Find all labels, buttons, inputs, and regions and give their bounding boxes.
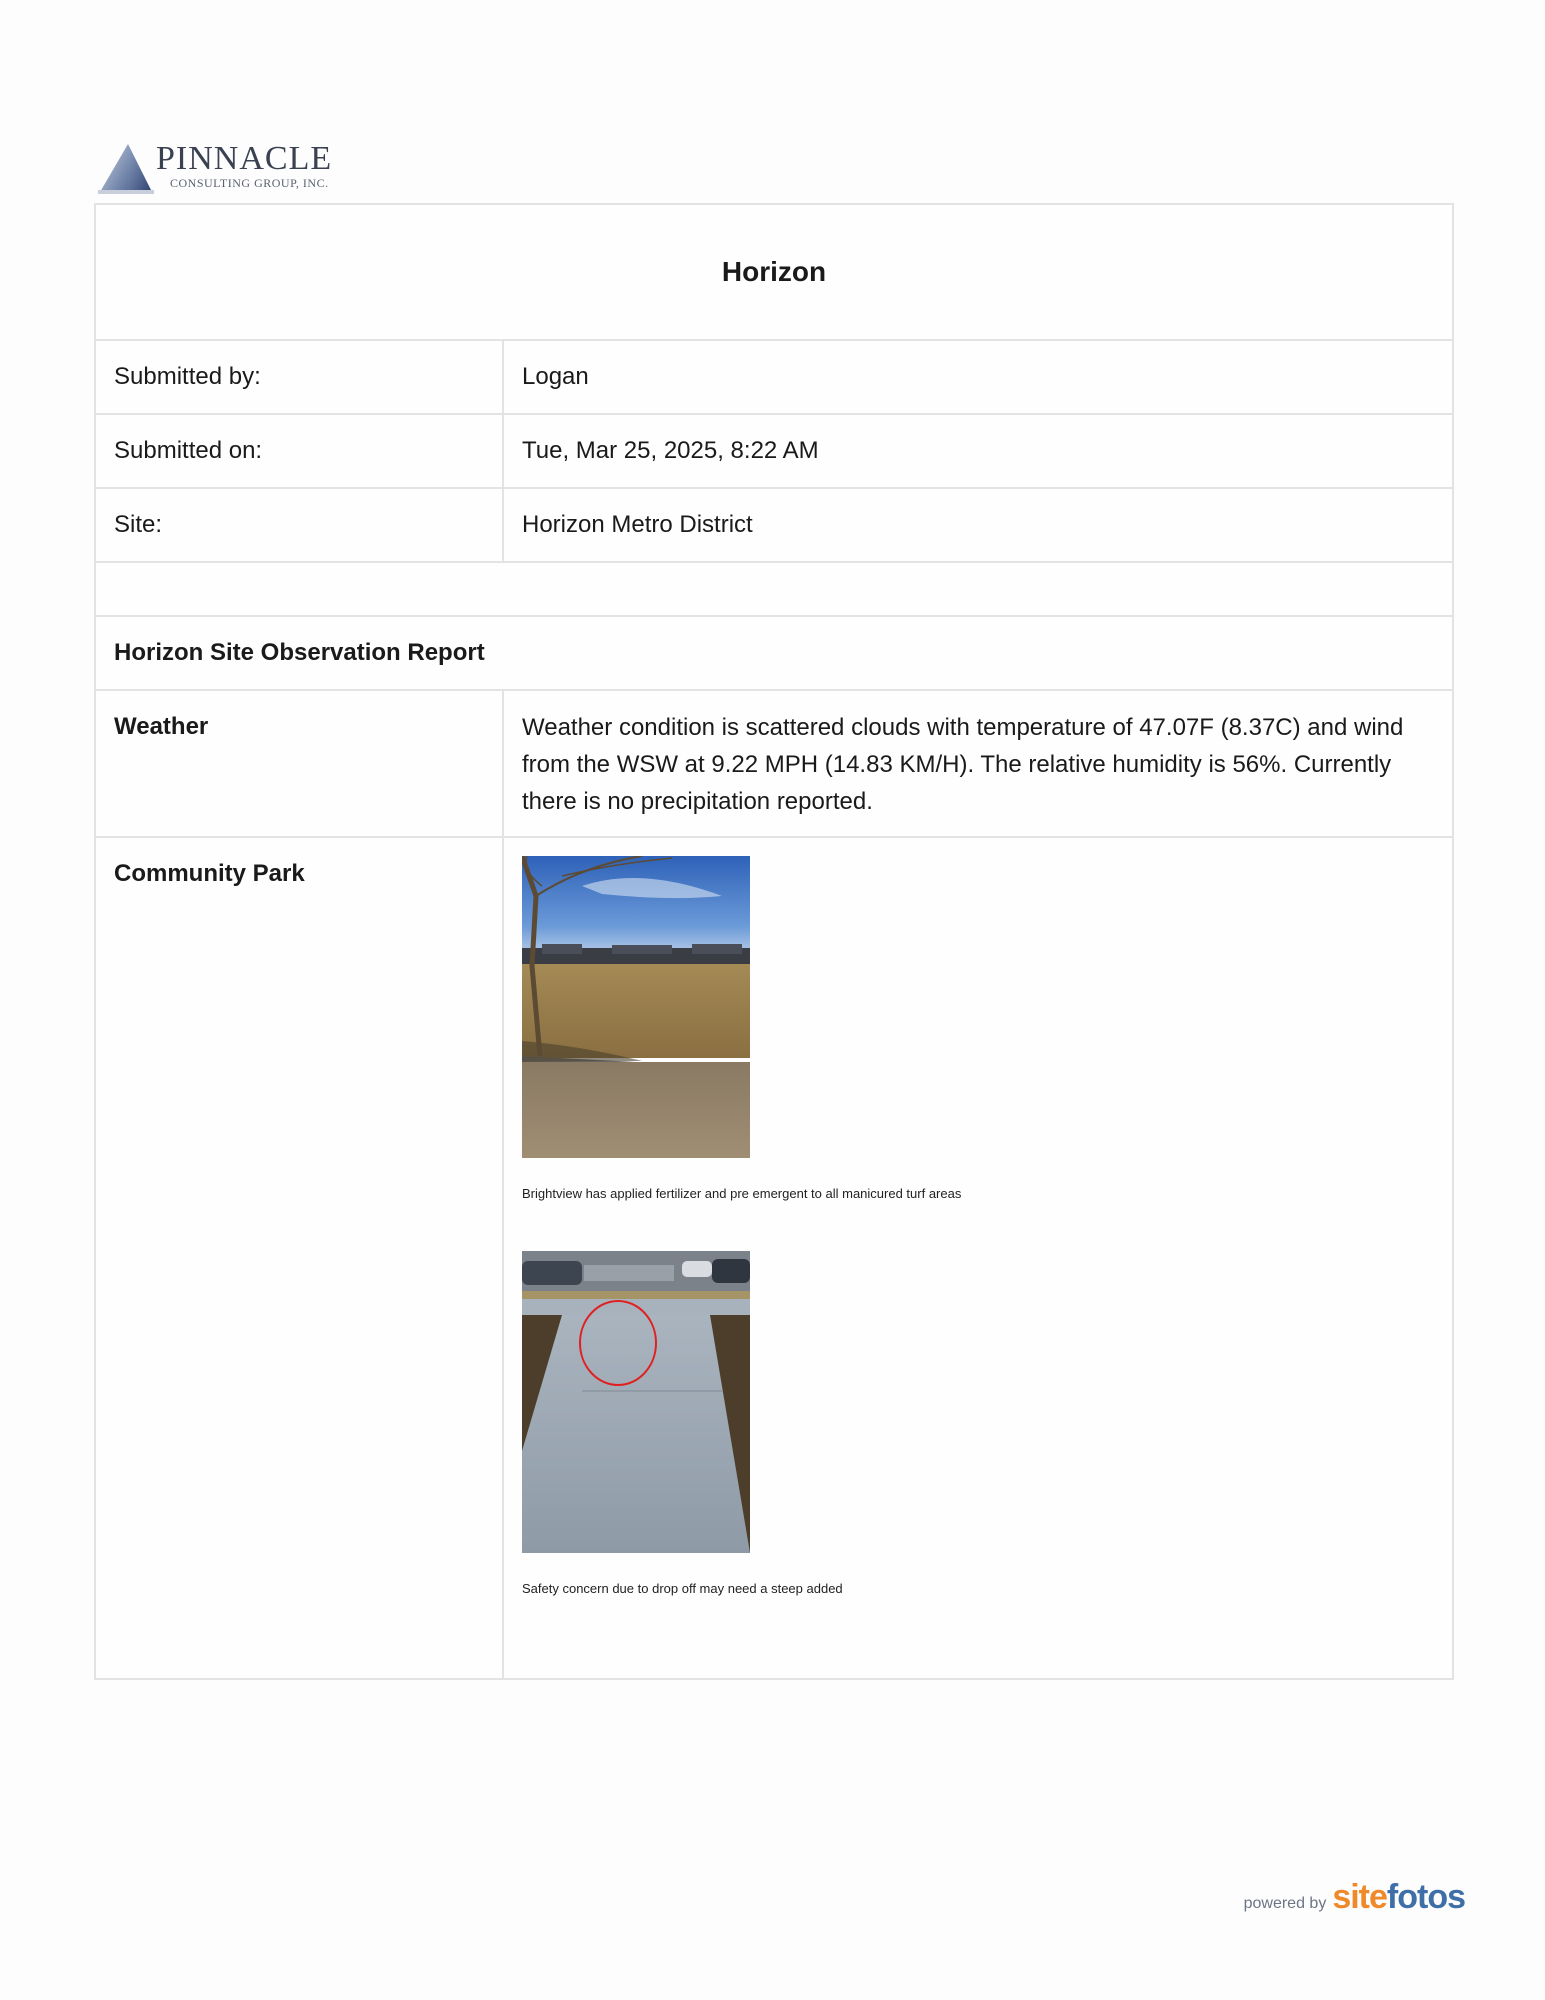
submitted-by-value: Logan xyxy=(522,363,589,390)
spacer-row xyxy=(96,563,1452,617)
turf-photo[interactable] xyxy=(522,856,750,1158)
logo-subtitle: CONSULTING GROUP, INC. xyxy=(170,176,329,190)
section-title-row xyxy=(96,617,1452,691)
powered-by-footer xyxy=(1244,1878,1465,1917)
company-logo xyxy=(98,140,333,196)
logo-name: PINNACLE xyxy=(156,140,333,177)
site-label: Site: xyxy=(96,489,504,561)
site-row xyxy=(96,489,1452,563)
pinnacle-triangle-icon xyxy=(98,142,154,194)
submitted-on-value: Tue, Mar 25, 2025, 8:22 AM xyxy=(522,437,819,464)
submitted-on-row xyxy=(96,415,1452,489)
community-park-row xyxy=(96,838,1452,1678)
sidewalk-photo-caption: Safety concern due to drop off may need a steep added xyxy=(522,1581,843,1596)
weather-row xyxy=(96,691,1452,838)
turf-photo-caption: Brightview has applied fertilizer and pre emergent to all manicured turf areas xyxy=(522,1186,962,1201)
powered-by-label: powered by xyxy=(1243,1895,1327,1912)
community-park-photos xyxy=(504,838,1452,1678)
weather-text: Weather condition is scattered clouds with temperature of 47.07F (8.37C) and wind from the WSW at 9.22 MPH (14.83 KM/H). The relative humidity is 56%. Currently there is no precipitation reported. xyxy=(522,714,1404,815)
submitted-by-row xyxy=(96,341,1452,415)
report-title: Horizon xyxy=(721,256,827,287)
submitted-by-label: Submitted by: xyxy=(96,341,504,413)
submitted-on-label: Submitted on: xyxy=(96,415,504,487)
weather-label: Weather xyxy=(96,691,504,836)
brand-site: site xyxy=(1332,1878,1387,1916)
observation-report xyxy=(94,203,1454,1680)
sidewalk-photo[interactable] xyxy=(522,1251,750,1553)
community-park-label: Community Park xyxy=(96,838,504,1678)
site-value: Horizon Metro District xyxy=(522,511,753,538)
brand-fotos: fotos xyxy=(1386,1878,1465,1916)
section-title: Horizon Site Observation Report xyxy=(114,639,485,666)
report-title-row xyxy=(96,205,1452,341)
